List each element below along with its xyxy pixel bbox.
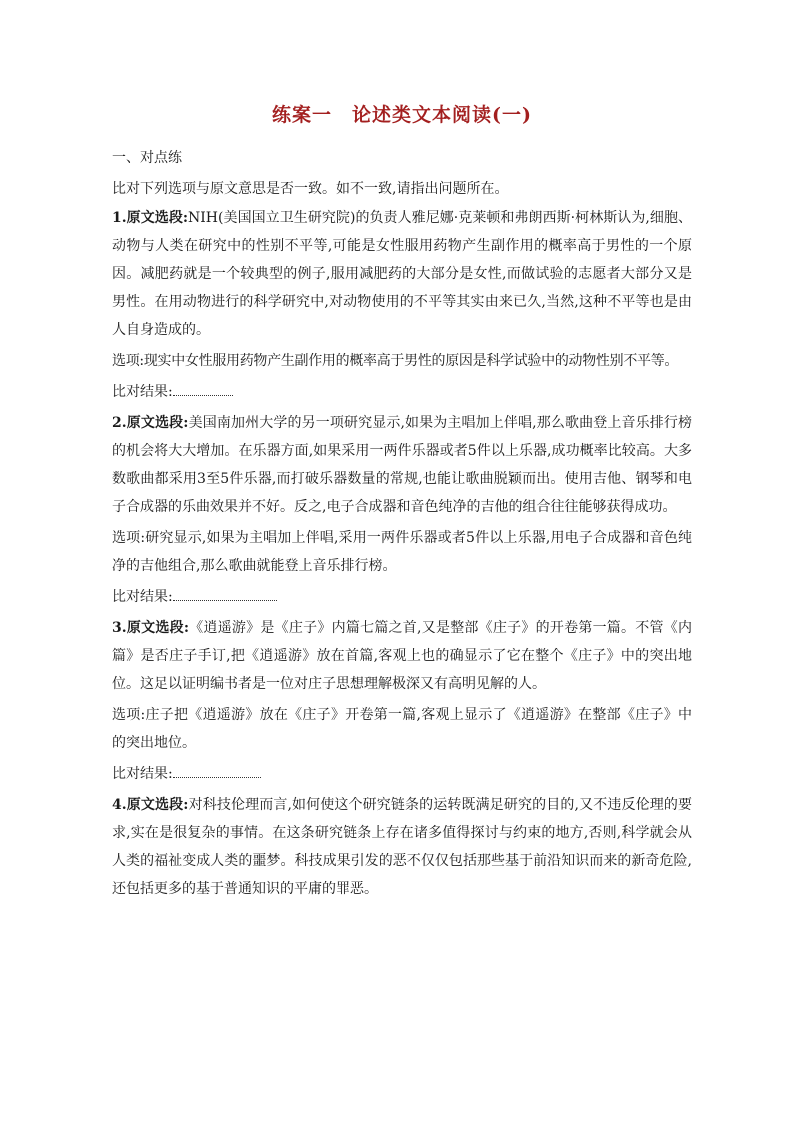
item-1-number: 1. (112, 210, 127, 226)
item-3-source-text: 《逍遥游》是《庄子》内篇七篇之首,又是整部《庄子》的开卷第一篇。不管《内篇》是否庄子手订,把《逍遥游》放在首篇,客观上也的确显示了它在整个《庄子》中的突出地位。这足以证明编书者是一位对庄子思想理解极深又有高明见解的人。 (112, 620, 692, 692)
item-2-number: 2. (112, 415, 127, 431)
item-1-answer-blank[interactable] (173, 381, 233, 396)
item-2-source (112, 409, 692, 521)
item-4-number: 4. (112, 797, 127, 813)
item-3-number: 3. (112, 620, 127, 636)
item-1-option (112, 347, 692, 375)
section-heading: 一、对点练 (112, 150, 182, 166)
item-3-answer-blank[interactable] (173, 763, 261, 778)
item-3-option-label: 选项: (112, 707, 146, 723)
item-1-source-text: NIH(美国国立卫生研究院)的负责人雅尼娜·克莱顿和弗朗西斯·柯林斯认为,细胞、动物与人类在研究中的性别不平等,可能是女性服用药物产生副作用的概率高于男性的一个原因。减肥药就是一个较典型的例子,服用减肥药的大部分是女性,而做试验的志愿者大部分又是男性。在用动物进行的科学研究中,对动物使用的不平等其实由来已久,当然,这种不平等也是由人自身造成的。 (112, 210, 692, 338)
document-page (112, 100, 692, 906)
item-2-source-text: 美国南加州大学的另一项研究显示,如果为主唱加上伴唱,那么歌曲登上音乐排行榜的机会将大大增加。在乐器方面,如果采用一两件乐器或者5件以上乐器,成功概率比较高。大多数歌曲都采用3至5件乐器,而打破乐器数量的常规,也能让歌曲脱颖而出。使用吉他、钢琴和电子合成器的乐曲效果并不好。反之,电子合成器和音色纯净的吉他的组合往往能够获得成功。 (112, 415, 693, 515)
item-2-option-text: 研究显示,如果为主唱加上伴唱,采用一两件乐器或者5件以上乐器,用电子合成器和音色纯净的吉他组合,那么歌曲就能登上音乐排行榜。 (112, 530, 692, 574)
item-1-option-label: 选项: (112, 353, 144, 369)
item-4-source (112, 791, 692, 903)
item-1-source-label: 原文选段: (126, 210, 189, 226)
item-4-source-label: 原文选段: (126, 797, 189, 813)
item-1-result-label: 比对结果: (112, 384, 173, 400)
item-2-result-label: 比对结果: (112, 589, 173, 605)
item-1-option-text: 现实中女性服用药物产生副作用的概率高于男性的原因是科学试验中的动物性别不平等。 (143, 353, 679, 369)
item-3-option-text: 庄子把《逍遥游》放在《庄子》开卷第一篇,客观上显示了《逍遥游》在整部《庄子》中的突出地位。 (112, 707, 692, 751)
item-2-source-label: 原文选段: (126, 415, 189, 431)
item-2-option-label: 选项: (112, 530, 146, 546)
page-title: 练案一 论述类文本阅读(一) (272, 104, 532, 126)
item-3-source (112, 614, 692, 698)
item-2-answer-blank[interactable] (173, 586, 277, 601)
item-2-option (112, 524, 692, 580)
item-1-result (112, 378, 692, 406)
item-3-result (112, 760, 692, 788)
instruction-text: 比对下列选项与原文意思是否一致。如不一致,请指出问题所在。 (112, 181, 509, 197)
item-3-result-label: 比对结果: (112, 766, 173, 782)
item-2-result (112, 583, 692, 611)
item-1-source (112, 204, 692, 344)
item-3-source-label: 原文选段: (126, 620, 189, 636)
item-4-source-text: 对科技伦理而言,如何使这个研究链条的运转既满足研究的目的,又不违反伦理的要求,实在是很复杂的事情。在这条研究链条上存在诸多值得探讨与约束的地方,否则,科学就会从人类的福祉变成人类的噩梦。科技成果引发的恶不仅仅包括那些基于前沿知识而来的新奇危险,还包括更多的基于普通知识的平庸的罪恶。 (112, 797, 693, 897)
item-3-option (112, 701, 692, 757)
